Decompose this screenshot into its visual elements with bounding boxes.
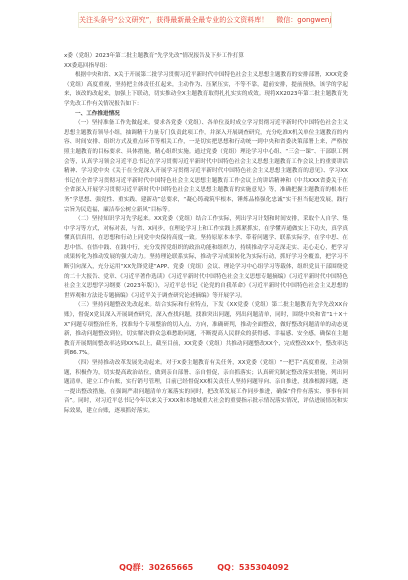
qq-contact-text: QQ：535304092 xyxy=(217,563,289,572)
paragraph-reform: （四）坚持推动改革发展先动起来。对于X委主题教育有关任务，XX党委（党组）“一把手”高度重视，主动领题，积极作为，切实提高政治站位，做到亲自部署、亲自督促，亲自抓落实；认真研究制定整改落实措施，列出问题清单，建立工作台账，实行销号管理，目前已经督促XX相关责任人坚持问题导向、亲自推进，找准根源问题，逐一提出整改措施，在强调严肃问题清单方案落实的同时，把改革发展工作同步推进，确保“件件有落实、事事有回音”。同时，对习近平总书记今年以来关于XXX和本地域重大社会的重要指示批示情况落实情况，评估进展情况和实际效果，建立台账，逐项抓好落实。 xyxy=(64,360,348,414)
paragraph-rectification: （三）坚持问题整改先改起来。结合实际和行业特点，下发《XX党委（党组）第二批主题教育先学先改XX台账》，督促X党员深入开展调查研究，深入查找问题，找准突出问题，列出问题清单，同时，围绕中央和省“1＋X＋X”问题专项整治任务，找准每个专项整治的切入点、方向，准确研判，推动全面整改，做好整改问题清单的动态更新，推动问题整改到位，切实解决群众急难愁盼问题，不断提高人民群众的获得感、幸福感、安全感，确保在主题教育开展期间整改率达到XX%以上，截至目前，XX党委（党组）共推动问题整改XX个，完成整改XX个，整改率达到86.7%。 xyxy=(64,302,348,357)
banner-promo-text: 关注头条号“公文研究”，获得最新最全最专业的公文资料库！ xyxy=(79,16,269,24)
promo-banner xyxy=(78,12,332,28)
banner-wechat-text: 微信：gongwenj xyxy=(276,16,332,24)
document-body xyxy=(64,52,348,552)
document-title: x委（党组）2023年第二批主题教育“先学先改”情况报告及下步工作打算 xyxy=(64,53,244,59)
section-heading: 一、工作推进情况 xyxy=(75,110,120,117)
paragraph-study: （二）坚持知识学习先学起来。XX党委（党组）结合工作实际，列出学习计划和时间安排，采取个人自学、集中学习等方式，对标对表，与省、X同步，在理论学习上和工作实践上抓紧抓实，在学懂弄通做实上下功夫，真学真懂真信真用，在思想和行动上同党中央保持高度一致。坚持原原本本学、带着问题学、联系实际学，在学中思、在思中悟、在悟中践、在践中行，充分发挥党组织的政治功能和组织力，持续推动学习走深走实、走心走心，把学习成果转化为推动发展的强大动力。坚持理论联系实际，推动学习成果转化为实际行动，抓好学习全覆盖，把学习不断引向深入，充分运用“XX先锋党建”APP、党委（党组）会议、理论学习中心组学习等载体，组织党员干部围绕党的二十大报告、党章、《习近平著作选读》《习近平新时代中国特色社会主义思想专题摘编》《习近平新时代中国特色社会主义思想学习纲要（2023年版）》，习近平总书记《论党的自我革命》《习近平新时代中国特色社会主义思想的世界观和方法论专题摘编》《习近平关于调查研究论述摘编》等开展学习。 xyxy=(64,216,348,299)
intro-paragraph: 根据中央和省、X关于开展第二批学习贯彻习近平新时代中国特色社会主义思想主题教育的安排部署，XXX党委（党组）高度重视，坚持把主体责任扛起来，主动作为、压紧压实，不等不靠，超前安排，提前预热，该学的学起来，该改的改起来，加强上下联动，切实推动全X主题教育取得扎扎实实的成效。现将XX2023年第二批主题教育先学先改工作有关情况报告如下： xyxy=(64,72,348,107)
paragraph-preparation: （一）坚持准备工作先做起来。要求各党委（党组）、各单位及时成立学习贯彻习近平新时代中国特色社会主义思想主题教育领导小组，抽调精干力量专门负责此项工作，并深入开展调查研究，充分吃准X机关单位主题教育的内容、时间安排、组织方式及重点环节等相关工作，一是切实把思想和行动统一到中央和省委决策部署上来，严格按照主题教育的目标要求、具体措施，精心组织实施。通过党委（党组）理论学习中心组、“三会一课”、干部职工例会等，认真学习领会习近平总书记在学习贯彻习近平新时代中国特色社会主义思想主题教育工作会议上的重要讲话精神、学习党中央《关于在全党深入开展学习贯彻习近平新时代中国特色社会主义思想主题教育的意见》、学习XX书记在全省学习贯彻习近平新时代中国特色社会主义思想主题教育工作会议上的讲话精神和《中共XXX省委关于在全省深入开展学习贯彻习近平新时代中国特色社会主义思想主题教育的实施意见》等，准确把握主题教育的根本任务“学思想、强党性、重实践、建新功”总要求，“凝心铸魂筑牢根本，锤炼品格强化忠诚”实干担当促进发展，践行宗旨为民造福，廉洁奉公树立新风”目标等。 xyxy=(64,120,348,213)
document-salutation: XX委巡回指导组： xyxy=(64,62,111,69)
contact-footer xyxy=(0,562,408,574)
qq-group-text: QQ群：30265665 xyxy=(119,563,194,572)
